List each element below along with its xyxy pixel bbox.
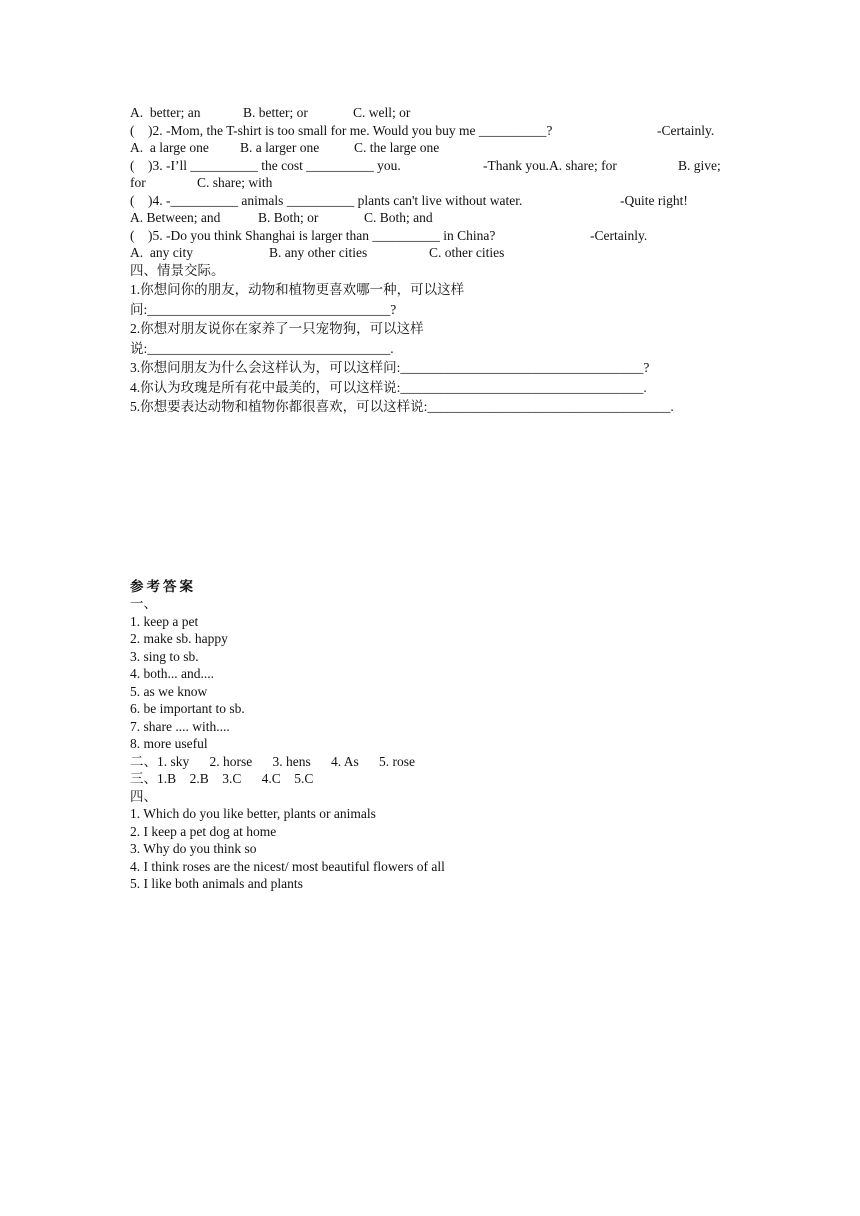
question-reply: -Certainly. bbox=[657, 122, 715, 138]
worksheet-page bbox=[130, 104, 728, 893]
option-a: A. a large one bbox=[130, 140, 209, 155]
answer-line: 1. Which do you like better, plants or animals bbox=[130, 806, 376, 821]
answers-title: 参考答案 bbox=[130, 578, 196, 594]
option-a: A. Between; and bbox=[130, 210, 221, 225]
option-c: C. well; or bbox=[353, 105, 411, 120]
answer-line: 1. keep a pet bbox=[130, 613, 199, 629]
q4-options-row bbox=[130, 209, 728, 227]
answer-line: 7. share .... with.... bbox=[130, 718, 230, 734]
q2-options-row bbox=[130, 139, 728, 157]
question-text: ( )2. -Mom, the T-shirt is too small for me. Would you buy me __________? bbox=[130, 122, 553, 138]
option-a: A. better; an bbox=[130, 105, 201, 120]
answer-line: 三、1.B 2.B 3.C 4.C 5.C bbox=[130, 771, 314, 786]
answer-line: 5. as we know bbox=[130, 683, 208, 699]
q5-row bbox=[130, 227, 728, 245]
option-b: B. give; bbox=[678, 157, 721, 173]
option-b: B. any other cities bbox=[269, 245, 368, 260]
option-c: C. Both; and bbox=[364, 210, 433, 225]
question-text: ( )5. -Do you think Shanghai is larger than __________ in China? bbox=[130, 227, 496, 243]
section4-item: 3.你想问朋友为什么会这样认为，可以这样问:____________________________________? bbox=[130, 360, 650, 375]
option-b: B. a larger one bbox=[240, 140, 320, 155]
answer-line: 2. I keep a pet dog at home bbox=[130, 823, 277, 839]
section4-item: 1.你想问你的朋友，动物和植物更喜欢哪一种，可以这样 bbox=[130, 282, 465, 297]
section4-item: 说:____________________________________. bbox=[130, 340, 394, 356]
option-b-cont: for bbox=[130, 175, 146, 190]
q4-row bbox=[130, 192, 728, 210]
section4-item: 4.你认为玫瑰是所有花中最美的，可以这样说:____________________________________. bbox=[130, 379, 647, 395]
option-c: C. share; with bbox=[197, 175, 273, 190]
option-c: C. the large one bbox=[354, 140, 440, 155]
answer-line: 3. Why do you think so bbox=[130, 841, 257, 856]
section4-heading: 四、情景交际。 bbox=[130, 262, 225, 278]
question-text: ( )3. -I’ll __________ the cost __________ you. bbox=[130, 157, 401, 173]
section4-item: 5.你想要表达动物和植物你都很喜欢，可以这样说:____________________________________. bbox=[130, 399, 674, 414]
answer-line: 二、1. sky 2. horse 3. hens 4. As 5. rose bbox=[130, 753, 415, 769]
answer-line: 4. I think roses are the nicest/ most beautiful flowers of all bbox=[130, 858, 445, 874]
section4-item: 问:____________________________________? bbox=[130, 301, 397, 317]
answer-line: 4. both... and.... bbox=[130, 666, 214, 681]
question-reply: -Thank you.A. share; for bbox=[483, 157, 617, 173]
option-a: A. any city bbox=[130, 245, 193, 260]
question-reply: -Quite right! bbox=[620, 192, 688, 208]
q2-row bbox=[130, 122, 728, 140]
answer-line: 6. be important to sb. bbox=[130, 701, 245, 716]
answer-line: 一、 bbox=[130, 596, 157, 611]
answer-line: 5. I like both animals and plants bbox=[130, 876, 303, 891]
q3-row bbox=[130, 157, 728, 175]
question-text: ( )4. -__________ animals __________ plants can't live without water. bbox=[130, 192, 523, 208]
question-reply: -Certainly. bbox=[590, 227, 648, 243]
q1-options-row bbox=[130, 104, 728, 122]
answer-line: 8. more useful bbox=[130, 736, 208, 751]
answer-line: 3. sing to sb. bbox=[130, 648, 199, 664]
option-b: B. better; or bbox=[243, 105, 308, 120]
q3-cont-row bbox=[130, 174, 728, 192]
option-c: C. other cities bbox=[429, 245, 505, 260]
section4-item: 2.你想对朋友说你在家养了一只宠物狗，可以这样 bbox=[130, 321, 424, 336]
answer-line: 四、 bbox=[130, 788, 157, 804]
q5-options-row bbox=[130, 244, 728, 262]
answer-line: 2. make sb. happy bbox=[130, 631, 228, 646]
option-b: B. Both; or bbox=[258, 210, 319, 225]
